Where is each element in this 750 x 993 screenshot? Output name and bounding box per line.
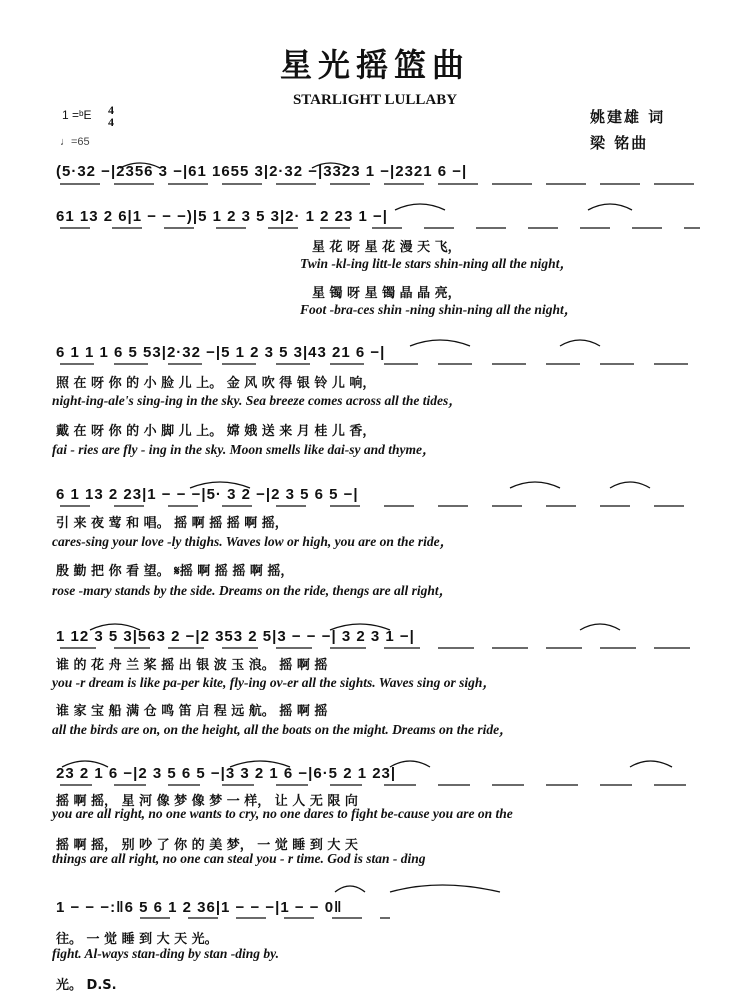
notation-line-3: 6 1 1 1 6 5 53|2·32 −|5 1 2 3 5 3|43 21 6 −|	[56, 344, 386, 361]
slur-arc	[610, 482, 650, 488]
slur-arc	[510, 482, 560, 488]
slur-arc	[312, 163, 350, 168]
notation-line-1: (5·32 −|2356 3 −|61 1655 3|2·32 −|3323 1 −|2321 6 −|	[56, 163, 468, 180]
lyric-en-verse1: night-ing-ale's sing-ing in the sky. Sea breeze comes across all the tides，	[52, 393, 462, 408]
tempo-marking: ♩=65	[60, 136, 90, 148]
notation-line-6: 23 2 1 6 −|2 3 5 6 5 −|3 3 2 1 6 −|6·5 2 1 23|	[56, 765, 397, 782]
slur-arc	[390, 885, 500, 892]
slur-arc	[330, 624, 390, 630]
slur-arc	[410, 340, 470, 346]
slur-arc	[90, 624, 140, 630]
composer-credit: 梁 铭曲	[590, 134, 649, 152]
key-signature: 1 =ᵇE	[62, 108, 92, 122]
lyric-cn-verse2: 殷 勤 把 你 看 望。 𝄋摇 啊 摇 摇 啊 摇，	[56, 564, 294, 579]
lyric-cn-verse2: 谁 家 宝 船 满 仓 鸣 笛 启 程 远 航。 摇 啊 摇	[56, 704, 328, 719]
time-denominator: 4	[108, 115, 114, 129]
lyric-cn-verse2: 星 镯 呀 星 镯 晶 晶 亮，	[312, 286, 461, 301]
lyric-cn-verse1: 引 来 夜 莺 和 唱。 摇 啊 摇 摇 啊 摇，	[56, 516, 288, 531]
english-subtitle: STARLIGHT LULLABY	[292, 92, 458, 108]
lyric-en-verse2: things are all right, no one can steal you - r time. God is stan - ding	[52, 851, 426, 866]
lyric-cn-verse1: 星 花 呀 星 花 漫 天 飞，	[312, 240, 461, 255]
time-numerator: 4	[108, 103, 114, 117]
lyric-en-verse2: Foot -bra-ces shin -ning shin-ning all the night，	[300, 302, 578, 317]
lyric-en-verse2: fai - ries are fly - ing in the sky. Moon smells like dai-sy and thyme，	[52, 442, 436, 457]
slur-arc	[395, 204, 445, 210]
lyric-cn-verse2: 摇 啊 摇， 别 吵 了 你 的 美 梦， 一 觉 睡 到 大 天	[56, 838, 358, 853]
lyricist-credit: 姚建雄 词	[590, 108, 666, 126]
lyric-cn-verse2: 戴 在 呀 你 的 小 脚 儿 上。 嫦 娥 送 来 月 桂 儿 香，	[56, 424, 376, 439]
slur-arc	[630, 761, 672, 767]
slur-arc	[120, 163, 160, 168]
slur-arc	[560, 340, 600, 346]
notation-line-5: 1 12 3 5 3|563 2 −|2 353 2 5|3 − − −| 3 2 3 1 −|	[56, 628, 415, 645]
slur-arc	[588, 204, 632, 210]
slur-arc	[62, 761, 108, 767]
lyric-cn-verse1: 谁 的 花 舟 兰 桨 摇 出 银 波 玉 浪。 摇 啊 摇	[56, 658, 328, 673]
lyric-en-verse1: you are all right, no one wants to cry, no one dares to fight be-cause you are on the	[52, 806, 513, 821]
notation-line-2: 61 13 2 6|1 − − −)|5 1 2 3 5 3|2· 1 2 23 1 −|	[56, 208, 388, 225]
notation-line-7: 1 − − −:‖6 5 6 1 2 36|1 − − −|1 − − 0‖	[56, 899, 343, 916]
lyric-cn-verse1: 摇 啊 摇， 星 河 像 梦 像 梦 一 样， 让 人 无 限 向	[56, 794, 358, 809]
lyric-cn-verse2: 光。 D.S.	[56, 978, 117, 993]
lyric-en-verse2: all the birds are on, on the height, all the boats on the might. Dreams on the ride，	[52, 722, 513, 737]
lyric-cn-verse1: 照 在 呀 你 的 小 脸 儿 上。 金 风 吹 得 银 铃 儿 响，	[56, 376, 376, 391]
lyric-en-verse1: fight. Al-ways stan-ding by stan -ding by.	[52, 946, 280, 961]
slur-arc	[230, 761, 290, 767]
slur-arc	[335, 886, 365, 892]
page-title: 星光摇篮曲	[279, 46, 470, 84]
lyric-cn-verse1: 往。 一 觉 睡 到 大 天 光。	[56, 932, 218, 947]
lyric-en-verse1: Twin -kl-ing litt-le stars shin-ning all the night，	[300, 256, 573, 271]
lyric-en-verse2: rose -mary stands by the side. Dreams on the ride, thengs are all right，	[52, 583, 453, 598]
slur-arc	[190, 482, 250, 488]
lyric-en-verse1: you -r dream is like pa-per kite, fly-ing ov-er all the sights. Waves sing or sigh，	[52, 675, 496, 690]
lyric-en-verse1: cares-sing your love -ly thighs. Waves low or high, you are on the ride，	[52, 534, 454, 549]
notation-line-4: 6 1 13 2 23|1 − − −|5· 3 2 −|2 3 5 6 5 −|	[56, 486, 359, 503]
slur-arc	[580, 624, 620, 630]
slur-arc	[390, 761, 430, 767]
